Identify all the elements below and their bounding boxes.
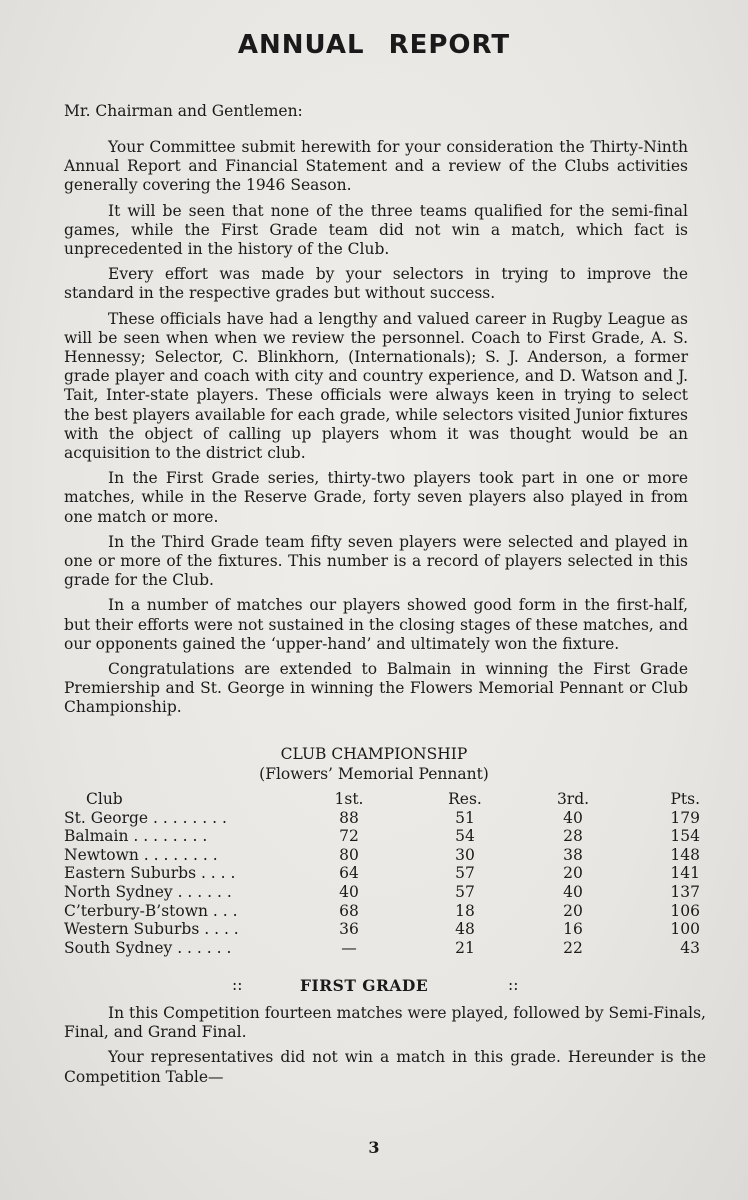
third-grade-points: 16 — [563, 920, 583, 939]
club-name: Newtown . . . . . . . . — [64, 845, 218, 864]
total-points: 106 — [670, 901, 700, 920]
table-row — [64, 809, 704, 828]
paragraph: It will be seen that none of the three teams qualified for the semi-final games, while the First Grade team did not win a match, which fact is unprecedented in the history of the Club. — [64, 201, 688, 259]
first-grade-points: 72 — [339, 827, 359, 846]
club-name: Eastern Suburbs . . . . — [64, 864, 236, 883]
first-grade-points: 64 — [339, 864, 359, 883]
club-name: C’terbury-B’stown . . . — [64, 901, 238, 920]
table-row — [64, 846, 704, 865]
paragraph: In the First Grade series, thirty-two players took part in one or more matches, while in the Reserve Grade, forty seven players also played in from one match or more. — [64, 469, 688, 526]
total-points: 148 — [670, 845, 700, 864]
table-row — [64, 902, 704, 921]
club-name: South Sydney . . . . . . — [64, 938, 232, 957]
first-grade-points: 40 — [339, 882, 359, 901]
first-grade-points: 36 — [339, 920, 359, 939]
first-grade-title: FIRST GRADE — [300, 976, 429, 995]
reserve-grade-points: 54 — [455, 827, 475, 846]
column-header-reserve: Res. — [448, 790, 482, 808]
table-row — [64, 920, 704, 939]
paragraph: Your representatives did not win a match in this grade. Hereunder is the Competition Table— — [64, 1048, 706, 1086]
club-name: St. George . . . . . . . . — [64, 808, 227, 827]
reserve-grade-points: 18 — [455, 901, 475, 920]
page-number: 3 — [368, 1138, 380, 1157]
reserve-grade-points: 48 — [455, 920, 475, 939]
column-header-third: 3rd. — [556, 790, 590, 808]
club-championship-subtitle: (Flowers’ Memorial Pennant) — [259, 765, 489, 783]
paragraph: Your Committee submit herewith for your consideration the Thirty-Ninth Annual Report and Financial Statement and a review of the Clubs activities generally covering the 1946 Season. — [64, 138, 688, 195]
club-championship-heading — [0, 744, 748, 784]
third-grade-points: 38 — [563, 845, 583, 864]
first-grade-points: — — [341, 938, 357, 957]
table-row — [64, 883, 704, 902]
column-header-points: Pts. — [670, 790, 700, 808]
page-title: ANNUAL REPORT — [237, 30, 511, 60]
column-header-first: 1st. — [334, 790, 364, 808]
reserve-grade-points: 57 — [455, 864, 475, 883]
report-body — [64, 138, 688, 724]
total-points: 154 — [670, 827, 700, 846]
table-row — [64, 864, 704, 883]
reserve-grade-points: 21 — [455, 938, 475, 957]
paragraph: In the Third Grade team fifty seven players were selected and played in one or more of the fixtures. This number is a record of players selected in this grade for the Club. — [64, 532, 688, 590]
paragraph: In this Competition fourteen matches were played, followed by Semi-Finals, Final, and Grand Final. — [64, 1004, 706, 1042]
third-grade-points: 20 — [563, 901, 583, 920]
reserve-grade-points: 30 — [455, 845, 475, 864]
total-points: 179 — [670, 808, 700, 827]
first-grade-points: 80 — [339, 845, 359, 864]
club-name: North Sydney . . . . . . — [64, 882, 232, 901]
first-grade-points: 88 — [339, 808, 359, 827]
reserve-grade-points: 57 — [455, 882, 475, 901]
table-row — [64, 939, 704, 958]
third-grade-points: 22 — [563, 938, 583, 957]
total-points: 100 — [670, 920, 700, 939]
column-header-club: Club — [86, 790, 123, 808]
total-points: 43 — [680, 938, 700, 957]
third-grade-points: 28 — [563, 827, 583, 846]
third-grade-points: 40 — [563, 882, 583, 901]
third-grade-points: 20 — [563, 864, 583, 883]
heading-ornament-left: :: — [232, 976, 243, 994]
table-header-row — [64, 790, 704, 809]
reserve-grade-points: 51 — [455, 808, 475, 827]
first-grade-body — [64, 1004, 706, 1093]
first-grade-points: 68 — [339, 901, 359, 920]
salutation: Mr. Chairman and Gentlemen: — [64, 102, 303, 120]
table-row — [64, 827, 704, 846]
club-championship-title: CLUB CHAMPIONSHIP — [280, 745, 468, 763]
paragraph: Congratulations are extended to Balmain in winning the First Grade Premiership and St. George in winning the Flowers Memorial Pennant or Club Championship. — [64, 660, 688, 717]
total-points: 137 — [670, 882, 700, 901]
club-name: Balmain . . . . . . . . — [64, 827, 208, 846]
club-championship-table — [64, 790, 704, 957]
paragraph: Every effort was made by your selectors in trying to improve the standard in the respective grades but without success. — [64, 265, 688, 303]
paragraph: In a number of matches our players showed good form in the first-half, but their efforts were not sustained in the closing stages of these matches, and our opponents gained the ‘upper-hand’ and ultimately won the fixture. — [64, 596, 688, 653]
total-points: 141 — [670, 864, 700, 883]
third-grade-points: 40 — [563, 808, 583, 827]
club-name: Western Suburbs . . . . — [64, 920, 239, 939]
paragraph: These officials have had a lengthy and valued career in Rugby League as will be seen when when we review the personnel. Coach to First Grade, A. S. Hennessy; Selector, C. Blinkhorn, (Internationals); S. J. Anderson, a former grade player and coach with city and country experience, and D. Watson and J. Tait, Inter-state players. These officials were always keen in trying to select the best players available for each grade, while selectors visited Junior fixtures with the object of calling up players whom it was thought would be an acquisition to the district club. — [64, 309, 688, 463]
heading-ornament-right: :: — [508, 976, 519, 994]
